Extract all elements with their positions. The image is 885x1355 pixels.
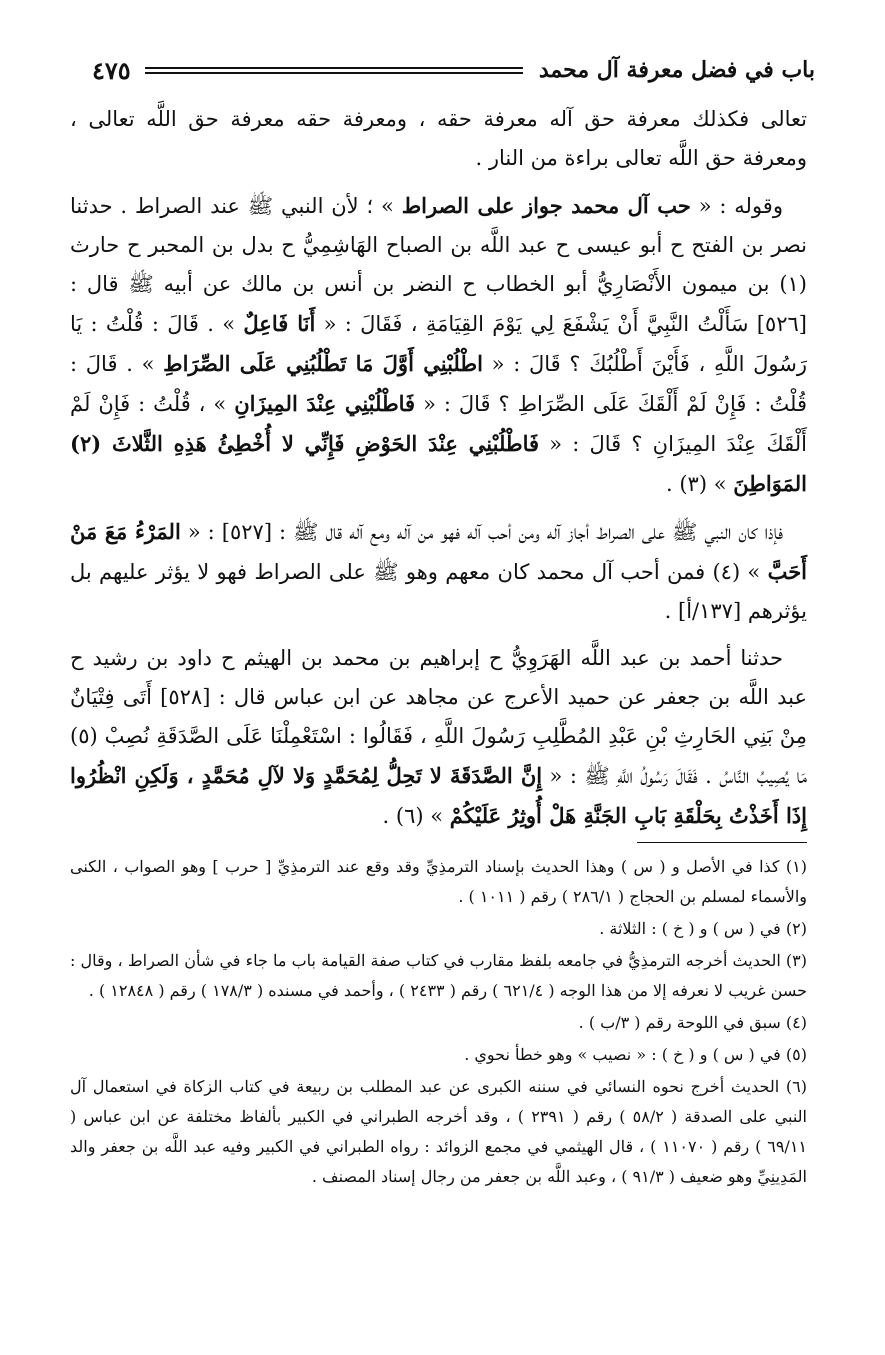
p2-bold-quote-2: أَنَا فَاعِلٌ: [243, 311, 316, 336]
p2-text-e: » ، قُلْتُ : فَإِنْ لَمْ أَلْقَكَ عِنْدَ المِيزَانِ ؟ قَالَ : «: [70, 392, 807, 456]
footnote-6: (٦) الحديث أخرج نحوه النسائي في سننه الكبرى عن عبد المطلب بن ربيعة في كتاب الزكاة في استعمال آل النبي على الصدقة ( ٥٨/٢ ) رقم ( ٢٣٩١ ) ، وقد أخرجه الطبراني في الكبير بألفاظ مختلفة عن ابن عباس ( ٦٩/١١ ) رقم ( ١١٠٧٠ ) ، قال الهيثمي في مجمع الزوائد : رواه الطبراني في الكبير وفيه عبد اللَّه بن جعفر والد المَدِينِيِّ وهو ضعيف ( ٩١/٣ ) ، وعبد اللَّه بن جعفر من رجال إسناد المصنف .: [70, 1077, 807, 1186]
p4-bold-quote: إِنَّ الصَّدَقَةَ لا تَحِلُّ لِمُحَمَّدٍ وَلا لآلِ مُحَمَّدٍ ، وَلَكِنِ انْظُرُوا إِذَا أَخَذْتُ بِحَلْقَةِ بَابِ الجَنَّةِ هَلْ أُوثِرُ عَلَيْكُمْ: [70, 763, 807, 828]
page-number: ٤٧٥: [92, 55, 131, 85]
p2-bold-quote-5: فَاطْلُبْنِي عِنْدَ الحَوْضِ فَإِنِّي لا أُخْطِئُ هَذِهِ الثَّلاثَ (٢) المَوَاطِنَ: [70, 431, 807, 496]
paragraph-4: [70, 639, 807, 836]
p3-bold-quote: المَرْءُ مَعَ مَنْ أَحَبَّ: [70, 519, 808, 584]
paragraph-3: [70, 512, 807, 631]
footnote-separator: [637, 842, 807, 843]
footnotes: [70, 852, 807, 1194]
footnote-1: (١) كذا في الأصل و ( س ) وهذا الحديث بإسناد الترمذِيِّ وقد وقع عند الترمذِيِّ [ حرب ] وهو الصواب ، الكنى والأسماء لمسلم بن الحجاج ( ٢٨٦/١ ) رقم ( ١٠١١ ) .: [70, 857, 807, 906]
p2-bold-quote-4: فَاطْلُبْنِي عِنْدَ المِيزَانِ: [234, 391, 416, 416]
p2-bold-quote-1: حب آل محمد جواز على الصراط: [401, 193, 691, 218]
paragraph-1: [70, 100, 807, 178]
p3-text-b: » (٤) فمن أحب آل محمد كان معهم وهو ﷺ على الصراط فهو لا يؤثر عليهم بل يؤثرهم [١٣٧/أ] .: [70, 560, 807, 623]
footnote-4: (٤) سبق في اللوحة رقم ( ٣/ب ) .: [578, 1013, 807, 1032]
p3-text-a: فإذا كان النبي ﷺ على الصراط أجاز آله ومن أحب آله فهو من آله ومع آله قال ﷺ : [٥٢٧] : «: [187, 520, 783, 544]
p2-text-f: » (٣) .: [666, 472, 727, 496]
footnote-2: (٢) في ( س ) و ( خ ) : الثلاثة .: [599, 919, 807, 938]
p2-text-b: » ؛ لأن النبي ﷺ عند الصراط . حدثنا نصر بن الفتح ح أبو عيسى ح عبد اللَّه بن الصباح الهَاشِمِيُّ ح بدل بن المحبر ح حارث (١) بن ميمون الأَنْصَارِيُّ أبو الخطاب ح النضر بن أنس بن مالك عن أبيه ﷺ قال : [٥٢٦] سَأَلْتُ النَّبِيَّ أَنْ يَشْفَعَ لِي يَوْمَ القِيَامَةِ ، فَقَالَ : «: [70, 194, 807, 336]
paragraph-2: [70, 186, 807, 504]
header-rule: [145, 67, 523, 74]
footnote-3: (٣) الحديث أخرجه الترمذِيُّ في جامعه بلفظ مقارب في كتاب صفة القيامة باب ما جاء في شأن الصراط ، وقال : حسن غريب لا نعرفه إلا من هذا الوجه ( ٦٢١/٤ ) رقم ( ٢٤٣٣ ) ، وأحمد في مسنده ( ١٧٨/٣ ) رقم ( ١٢٨٤٨ ) .: [70, 951, 807, 1000]
p1-text: تعالى فكذلك معرفة حق آله معرفة حقه ، ومعرفة حقه معرفة حق اللَّه تعالى ، ومعرفة حق اللَّه تعالى براءة من النار .: [70, 107, 807, 170]
main-text: [70, 100, 807, 844]
p2-text-d: » . قَالَ : قُلْتُ : فَإِنْ لَمْ أَلْقَكَ عَلَى الصِّرَاطِ ؟ قَالَ : «: [70, 352, 807, 416]
running-header: [92, 50, 815, 90]
p2-text-c: » . قَالَ : قُلْتُ : يَا رَسُولَ اللَّهِ ، فَأَيْنَ أَطْلُبُكَ ؟ قَالَ : «: [70, 312, 807, 376]
p4-text-a: حدثنا أحمد بن عبد اللَّه الهَرَوِيُّ ح إبراهيم بن محمد بن الهيثم ح داود بن رشيد ح عبد اللَّه بن جعفر عن حميد الأعرج عن مجاهد عن ابن عباس قال : [٥٢٨] أَتَى فِتْيَانٌ مِنْ بَنِي الحَارِثِ بْنِ عَبْدِ المُطَّلِبِ رَسُولَ اللَّهِ ، فَقَالُوا : اسْتَعْمِلْنَا عَلَى الصَّدَقَةِ نُصِبْ (٥) مَا يُصِيبُ النَّاسُ . فَقَالَ رَسُولُ اللَّهِ ﷺ : «: [70, 646, 807, 788]
p2-text-a: وقوله : «: [698, 194, 783, 218]
p4-text-b: » (٦) .: [382, 804, 444, 828]
p2-bold-quote-3: اطْلُبْنِي أَوَّلَ مَا تَطْلُبُنِي عَلَى الصِّرَاطِ: [163, 351, 483, 376]
footnote-5: (٥) في ( س ) و ( خ ) : « نصيب » وهو خطأ نحوي .: [464, 1045, 807, 1064]
running-title: باب في فضل معرفة آل محمد: [538, 57, 815, 83]
